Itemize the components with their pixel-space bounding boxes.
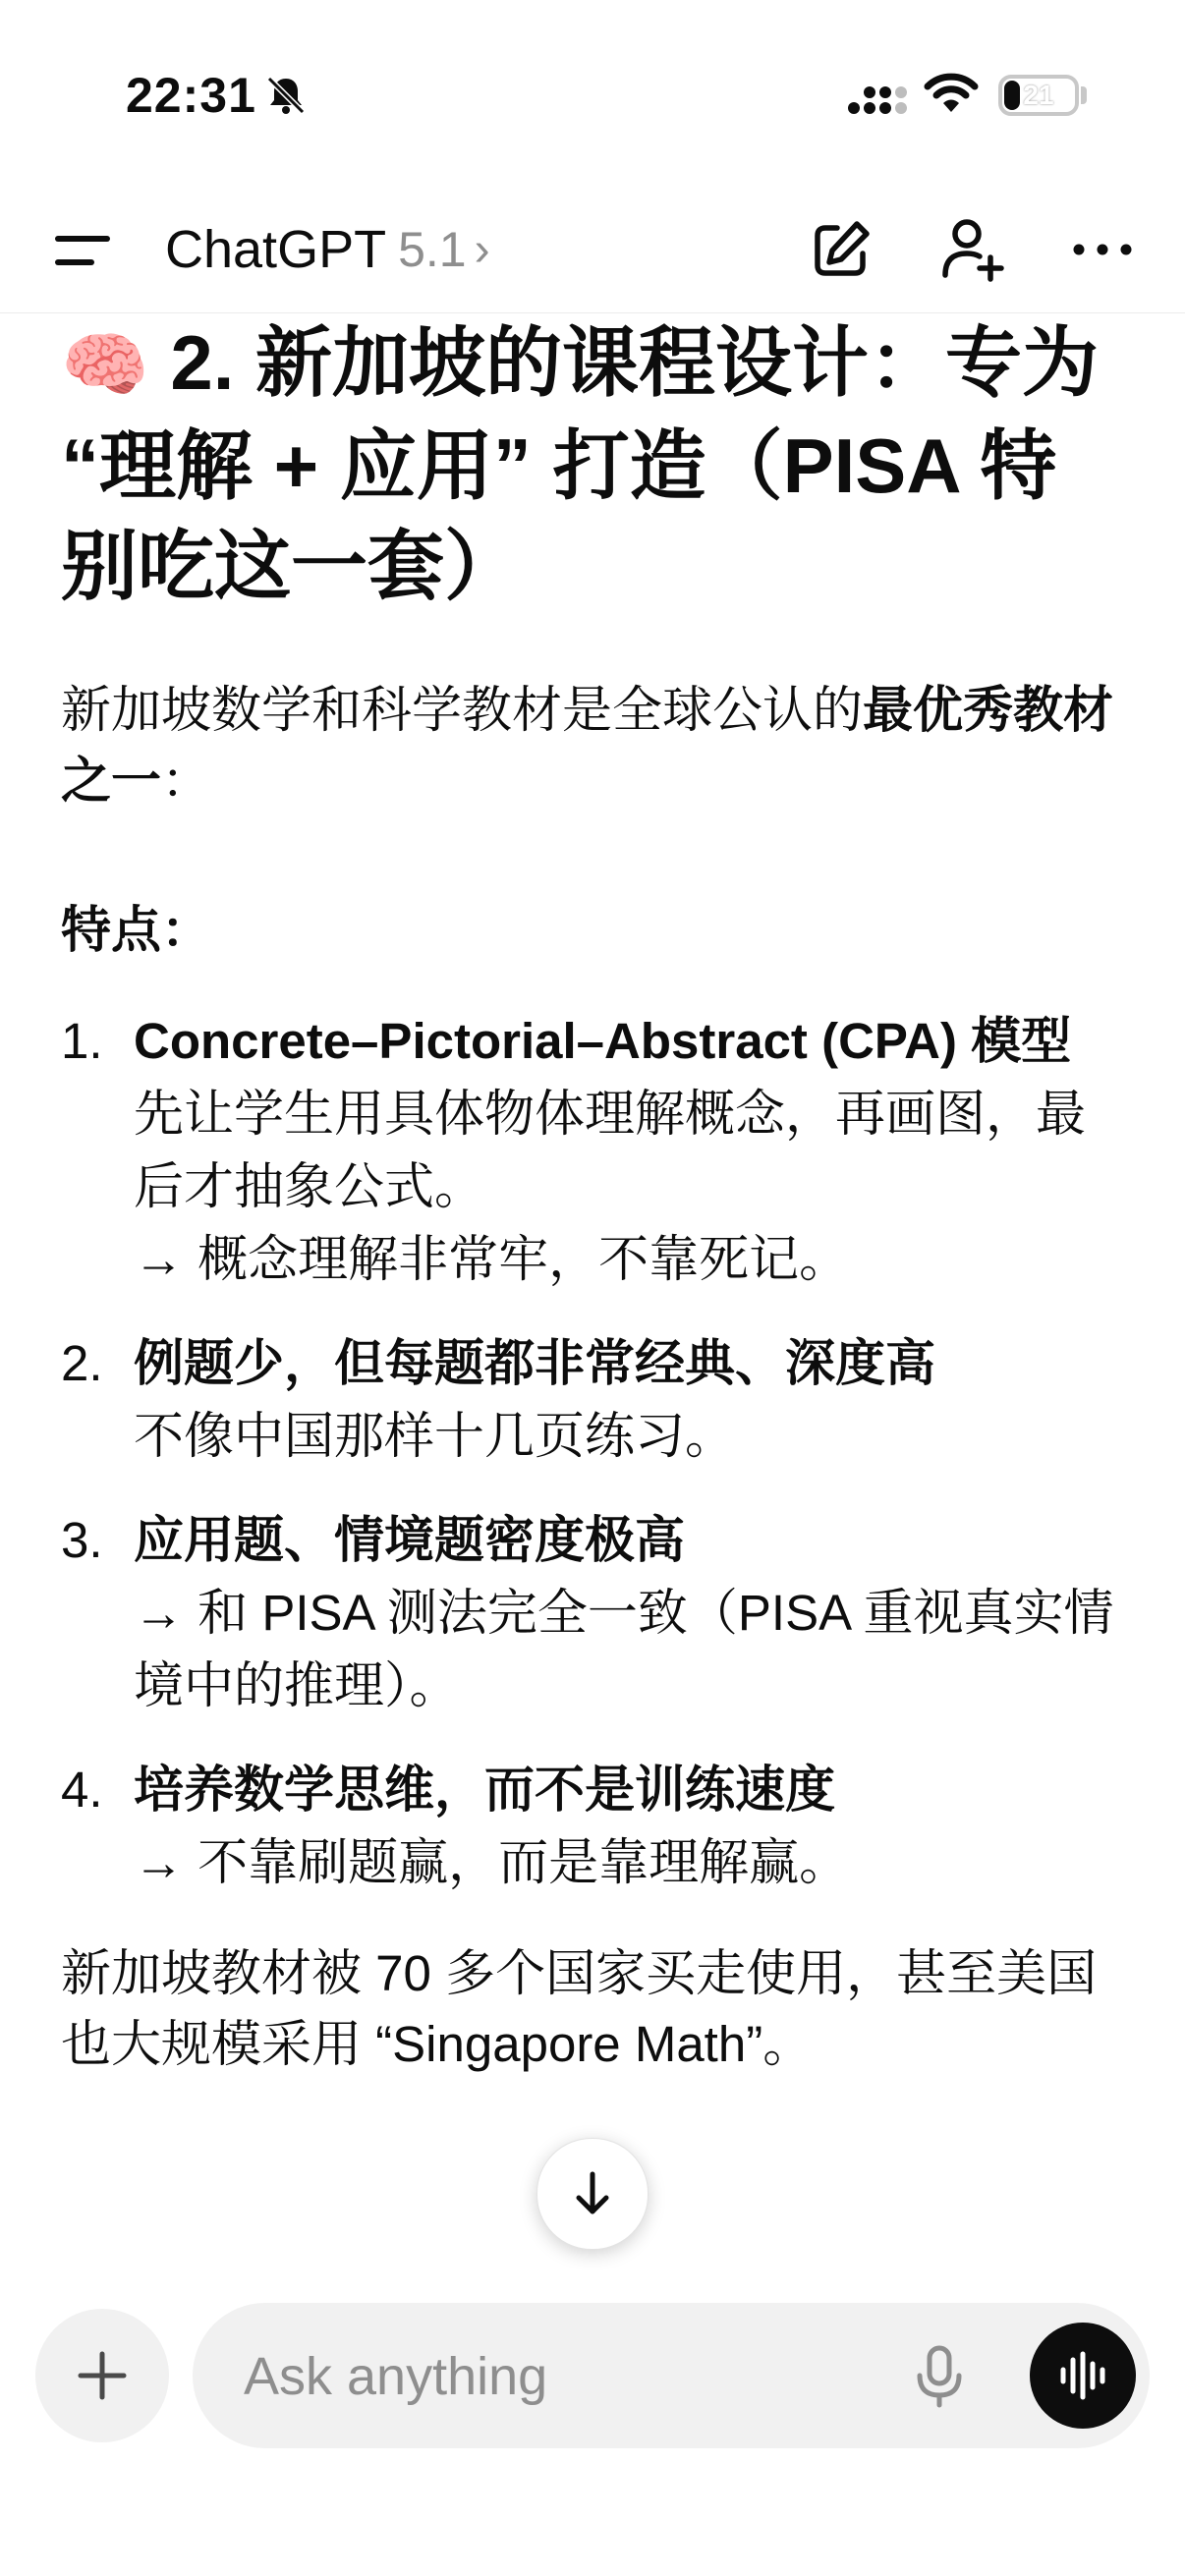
list-item bbox=[61, 1005, 1132, 1296]
chevron-right-icon: › bbox=[474, 223, 490, 276]
brain-emoji: 🧠 bbox=[61, 326, 149, 405]
more-icon[interactable] bbox=[1063, 210, 1142, 289]
battery-percent: 21 bbox=[1023, 80, 1054, 110]
list-item-title: 培养数学思维，而不是训练速度 bbox=[134, 1762, 836, 1818]
list-item-title: Concrete–Pictorial–Abstract (CPA) 模型 bbox=[134, 1013, 1072, 1069]
model-version: 5.1 bbox=[398, 222, 467, 277]
list-item-body: 先让学生用具体物体理解概念，再画图，最后才抽象公式。 bbox=[134, 1086, 1087, 1214]
model-selector[interactable] bbox=[165, 214, 490, 285]
features-label: 特点： bbox=[61, 902, 212, 958]
scroll-down-button[interactable] bbox=[536, 2138, 649, 2250]
plus-icon bbox=[73, 2346, 132, 2405]
app-title: ChatGPT bbox=[165, 220, 387, 279]
list-number: 4. bbox=[61, 1762, 103, 1818]
list-item-body: → 概念理解非常牢，不靠死记。 bbox=[134, 1231, 850, 1287]
microphone-icon[interactable] bbox=[900, 2336, 979, 2415]
list-item bbox=[61, 1504, 1132, 1722]
list-item bbox=[61, 1327, 1132, 1473]
battery-tip bbox=[1081, 86, 1087, 104]
section-heading-text: 2. 新加坡的课程设计：专为 “理解 + 应用” 打造（PISA 特别吃这一套） bbox=[61, 319, 1100, 609]
list-number: 2. bbox=[61, 1335, 103, 1391]
cellular-signal-icon bbox=[847, 79, 908, 118]
section-heading bbox=[61, 312, 1132, 616]
add-user-icon[interactable] bbox=[933, 210, 1012, 289]
list-item bbox=[61, 1754, 1132, 1899]
battery-icon bbox=[998, 75, 1079, 116]
status-bar bbox=[0, 0, 1185, 187]
edit-icon[interactable] bbox=[802, 210, 880, 289]
list-number: 3. bbox=[61, 1512, 103, 1568]
menu-icon[interactable] bbox=[47, 222, 118, 281]
list-item-title: 例题少，但每题都非常经典、深度高 bbox=[134, 1335, 936, 1391]
features-list bbox=[61, 1005, 1132, 1899]
intro-text: 新加坡数学和科学教材是全球公认的 bbox=[61, 682, 864, 738]
message-composer bbox=[193, 2303, 1150, 2448]
intro-suffix: ： bbox=[161, 753, 212, 809]
status-time: 22:31 bbox=[126, 68, 256, 123]
chat-header bbox=[0, 187, 1185, 313]
list-item-title: 应用题、情境题密度极高 bbox=[134, 1512, 686, 1568]
add-attachment-button[interactable] bbox=[35, 2309, 169, 2442]
voice-wave-icon bbox=[1053, 2346, 1112, 2405]
arrow-down-icon bbox=[567, 2168, 618, 2219]
intro-bold-text: 最优秀教材之一 bbox=[61, 682, 1114, 809]
intro-paragraph bbox=[61, 675, 1132, 816]
final-paragraph: 新加坡教材被 70 多个国家买走使用，甚至美国也大规模采用 “Singapore Math”。 bbox=[61, 1945, 1098, 2072]
bell-slash-icon bbox=[263, 73, 309, 118]
assistant-message bbox=[61, 312, 1132, 2268]
list-item-body: 不像中国那样十几页练习。 bbox=[134, 1408, 736, 1464]
list-number: 1. bbox=[61, 1013, 103, 1069]
wifi-icon bbox=[924, 73, 979, 116]
voice-mode-button[interactable] bbox=[1030, 2323, 1136, 2429]
message-input[interactable] bbox=[242, 2303, 855, 2450]
list-item-body: → 不靠刷题赢，而是靠理解赢。 bbox=[134, 1834, 850, 1890]
list-item-body: → 和 PISA 测法完全一致（PISA 重视真实情境中的推理）。 bbox=[134, 1585, 1114, 1713]
